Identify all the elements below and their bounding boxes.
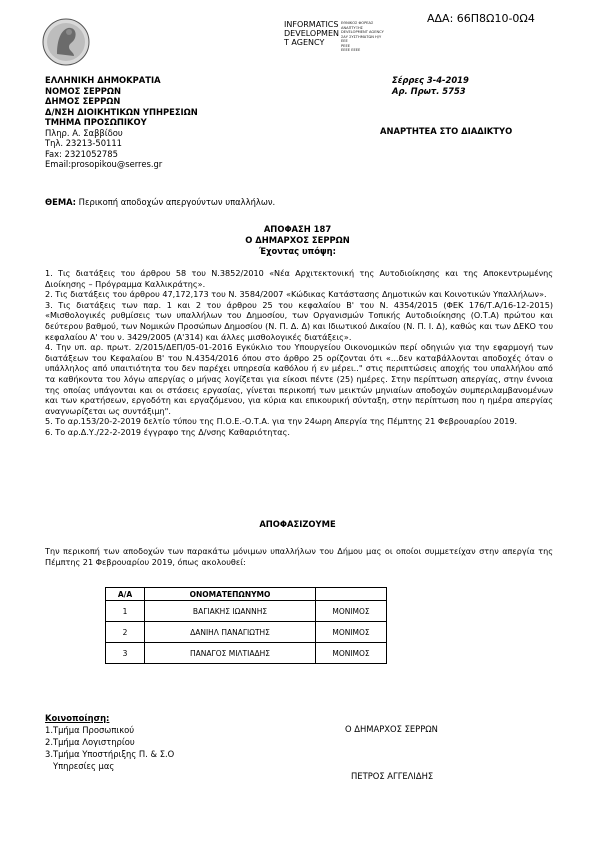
- table-header-cell: [316, 588, 387, 601]
- table-cell: 3: [106, 643, 145, 664]
- date-protocol-block: [392, 75, 469, 96]
- agency-name: [284, 20, 339, 47]
- table-cell: 1: [106, 601, 145, 622]
- posted-online-note: ΑΝΑΡΤΗΤΕΑ ΣΤΟ ΔΙΑΔΙΚΤΥΟ: [380, 126, 513, 136]
- table-cell: ΔΑΝΙΗΛ ΠΑΝΑΓΙΩΤΗΣ: [145, 622, 316, 643]
- consideration-item: 4. Την υπ. αρ. πρωτ. 2/2015/ΔΕΠ/05-01-2016 Εγκύκλιο του Υπουργείου Οικονομικών περί οδηγιών για την εφαρμογή των διατάξεων του Κεφαλαίου Β' του Ν.4354/2016 όπου στο άρθρο 25 ορίζονται ότι «...δεν καταβάλλονται αποδοχές όταν ο υπάλληλος από υπαιτιότητα του δεν παρέχει υπηρεσία καθόλου ή εν μέρει.." στις περιπτώσεις αποχής του υπαλλήλου από τα καθήκοντα του λόγω απεργίας ο μήνας λογίζεται για είκοσι πέντε (25) ημέρες. Στην περίπτωση απεργίας, στην έννοια της οποίας υπάγονται και οι στάσεις εργασίας, γίνεται περικοπή των μεικτών μηνιαίων αποδοχών συμπεριλαμβανομένων και των κρατήσεων, εργοδότη και εργαζόμενου, για κύρια και επικουρική σύνταξη, στην περίπτωση που η ημέρα απεργίας αναγνωρίζεται ως συντάξιμη".: [45, 342, 553, 416]
- agency-gr-line: ΑΝΑΠΤΥΞΗΣ: [341, 25, 363, 30]
- header-line: Fax: 2321052785: [45, 148, 118, 159]
- consideration-item: 6. Το αρ.Δ.Υ./22-2-2019 έγγραφο της Δ/νσης Καθαριότητας.: [45, 426, 290, 437]
- agency-gr-line: ΡΕΕΕ: [341, 43, 350, 48]
- agency-gr-line: ΣΑΥ ΣΥΣΤΗΜΑΤΩΝ Η/Υ: [341, 34, 382, 39]
- decide-heading: ΑΠΟΦΑΣΙΖΟΥΜΕ: [259, 519, 336, 529]
- agency-line: T AGENCY: [284, 38, 325, 47]
- employees-table: [105, 587, 387, 664]
- consideration-item: 5. Το αρ.153/20-2-2019 δελτίο τύπου της Π.Ο.Ε.-Ο.Τ.Α. για την 24ωρη Απεργία της Πέμπτης 21 Φεβρουαρίου 2019.: [45, 416, 518, 427]
- header-line: Πληρ. Α. Σαββίδου: [45, 127, 123, 138]
- considering-heading: Έχοντας υπόψη:: [259, 246, 336, 256]
- agency-gr-line: DEVELOPMENT AGENCY: [341, 30, 384, 34]
- header-line: ΔΗΜΟΣ ΣΕΡΡΩΝ: [45, 96, 121, 106]
- table-cell: 2: [106, 622, 145, 643]
- agency-gr-line: ΕΕΕ: [341, 39, 348, 43]
- document-date: Σέρρες 3-4-2019: [392, 75, 469, 85]
- table-header-cell: Α/Α: [106, 588, 145, 601]
- agency-greek-name: [341, 21, 384, 53]
- distribution-item: 1.Τμήμα Προσωπικού: [45, 725, 135, 735]
- distribution-title: Κοινοποίηση:: [45, 713, 110, 723]
- distribution-item: 2.Τμήμα Λογιστηρίου: [45, 737, 135, 747]
- header-line: Δ/ΝΣΗ ΔΙΟΙΚΗΤΙΚΩΝ ΥΠΗΡΕΣΙΩΝ: [45, 106, 198, 117]
- agency-line: DEVELOPMEN: [284, 29, 339, 38]
- decision-mayor: Ο ΔΗΜΑΡΧΟΣ ΣΕΡΡΩΝ: [245, 235, 350, 245]
- subject-text: Περικοπή αποδοχών απεργούντων υπαλλήλων.: [76, 197, 276, 207]
- header-line: Email:prosopikou@serres.gr: [45, 159, 163, 169]
- header-line: ΤΜΗΜΑ ΠΡΟΣΩΠΙΚΟΥ: [45, 117, 147, 127]
- distribution-item: 3.Τμήμα Υποστήριξης Π. & Σ.Ο: [45, 749, 175, 759]
- consideration-item: 2. Τις διατάξεις του άρθρου 47,172,173 του Ν. 3584/2007 «Κώδικας Κατάστασης Δημοτικών και Κοινοτικών Υπαλλήλων».: [45, 289, 547, 300]
- header-line: ΕΛΛΗΝΙΚΗ ΔΗΜΟΚΡΑΤΙΑ: [45, 75, 161, 85]
- header-line: Τηλ. 23213-50111: [45, 138, 123, 148]
- considerations-list: [45, 268, 553, 438]
- table-row: [106, 622, 387, 643]
- protocol-number: Αρ. Πρωτ. 5753: [392, 85, 466, 96]
- signature-name: ΠΕΤΡΟΣ ΑΓΓΕΛΙΔΗΣ: [351, 771, 434, 781]
- table-header-row: [106, 588, 387, 601]
- agency-gr-line: ΕΕΕΕ ΕΕΕΕ: [341, 48, 361, 52]
- table-header-cell: ΟΝΟΜΑΤΕΠΩΝΥΜΟ: [145, 588, 316, 601]
- table-row: [106, 601, 387, 622]
- table-cell: ΜΟΝΙΜΟΣ: [316, 643, 387, 664]
- consideration-item: 1. Τις διατάξεις του άρθρου 58 του Ν.3852/2010 «Νέα Αρχιτεκτονική της Αυτοδιοίκησης και της Αποκεντρωμένης Διοίκησης – Πρόγραμμα Καλλικράτης».: [45, 268, 553, 289]
- table-cell: ΒΑΓΙΑΚΗΣ ΙΩΑΝΝΗΣ: [145, 601, 316, 622]
- distribution-item: Υπηρεσίες μας: [45, 761, 115, 771]
- subject-line: [45, 197, 275, 207]
- decide-text: Την περικοπή των αποδοχών των παρακάτω μόνιμων υπαλλήλων του Δήμου μας οι οποίοι συμμετείχαν στην απεργία της Πέμπτης 21 Φεβρουαρίου 2019, όπως ακολουθεί:: [45, 546, 553, 567]
- table-cell: ΜΟΝΙΜΟΣ: [316, 622, 387, 643]
- header-line: ΝΟΜΟΣ ΣΕΡΡΩΝ: [45, 85, 122, 96]
- table-cell: ΠΑΝΑΓΟΣ ΜΙΛΤΙΑΔΗΣ: [145, 643, 316, 664]
- table-cell: ΜΟΝΙΜΟΣ: [316, 601, 387, 622]
- distribution-list: [45, 712, 174, 772]
- consideration-item: 3. Τις διατάξεις των παρ. 1 και 2 του άρθρου 25 του κεφαλαίου Β' του Ν. 4354/2015 (ΦΕΚ 176/Τ.Α/16-12-2015) «Μισθολογικές ρυθμίσεις των υπαλλήλων του Δημοσίου, των Οργανισμών Τοπικής Αυτοδιοίκησης (Ο.Τ.Α) πρώτου και δεύτερου βαθμού, των Νομικών Προσώπων Δημοσίου (Ν. Π. Δ. Δ) και Ιδιωτικού Δικαίου (Ν. Π. Ι. Δ), καθώς και των ΔΕΚΟ του κεφαλαίου Α' του ν. 3429/2005 (Α'314) και άλλες μισθολογικές διατάξεις».: [45, 299, 553, 342]
- greek-republic-logo-icon: [41, 16, 91, 68]
- ada-code: ΑΔΑ: 66Π8Ω10-0Ω4: [427, 12, 535, 25]
- agency-line: INFORMATICS: [284, 20, 339, 29]
- sender-block: [45, 75, 198, 170]
- table-row: [106, 643, 387, 664]
- signature-role: Ο ΔΗΜΑΡΧΟΣ ΣΕΡΡΩΝ: [345, 724, 438, 734]
- agency-gr-line: ΕΘΝΙΚΟΣ ΦΟΡΕΑΣ: [341, 21, 374, 25]
- subject-label: ΘΕΜΑ:: [45, 197, 77, 207]
- decision-title: ΑΠΟΦΑΣΗ 187: [263, 224, 332, 234]
